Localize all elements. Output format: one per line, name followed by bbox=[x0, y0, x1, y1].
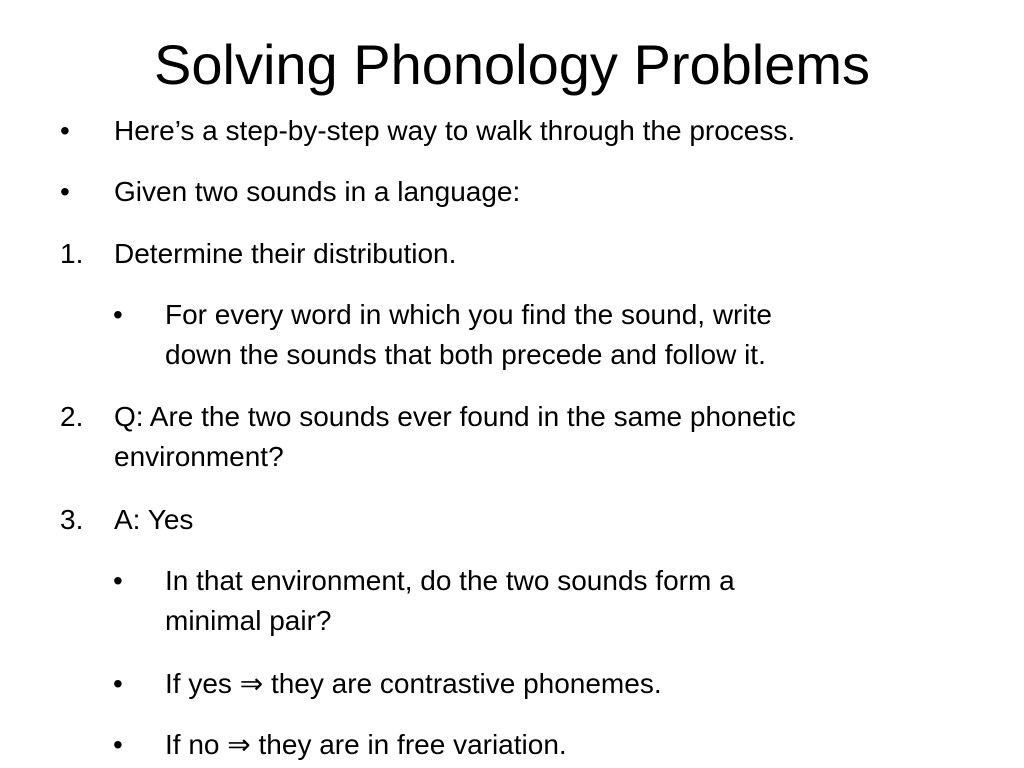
numbered-item-1 bbox=[0, 234, 1024, 274]
number-marker: 3. bbox=[60, 504, 84, 535]
sub-bullet-text bbox=[165, 664, 662, 704]
slide-title: Solving Phonology Problems bbox=[154, 33, 870, 96]
if-yes-text: If yes bbox=[165, 668, 240, 699]
number-marker: 2. bbox=[60, 401, 84, 432]
sub-bullet-text-line-2: minimal pair? bbox=[165, 605, 332, 636]
sub-bullet-marker: • bbox=[113, 565, 123, 596]
sub-bullet-marker: • bbox=[113, 299, 123, 330]
free-variation-text: they are in free variation. bbox=[250, 729, 567, 760]
numbered-text: A: Yes bbox=[114, 504, 194, 535]
numbered-text: Determine their distribution. bbox=[114, 238, 457, 269]
implies-arrow-icon: ⇒ bbox=[239, 668, 264, 699]
sub-bullet-item-if-no bbox=[0, 725, 1024, 765]
if-no-text: If no bbox=[165, 729, 228, 760]
sub-bullet-text-line-1: For every word in which you find the sound, write bbox=[165, 299, 772, 330]
numbered-text-line-1: Q: Are the two sounds ever found in the same phonetic bbox=[114, 401, 796, 432]
sub-bullet-item-minimal-pair bbox=[0, 561, 1024, 641]
sub-bullet-marker: • bbox=[113, 729, 123, 760]
bullet-marker: • bbox=[60, 115, 70, 146]
bullet-text: Given two sounds in a language: bbox=[114, 176, 521, 207]
sub-bullet-marker: • bbox=[113, 668, 123, 699]
numbered-text-line-2: environment? bbox=[114, 441, 284, 472]
numbered-item-2 bbox=[0, 397, 1024, 477]
sub-bullet-item-if-yes bbox=[0, 664, 1024, 704]
number-marker: 1. bbox=[60, 238, 84, 269]
bullet-item-given-two-sounds bbox=[0, 172, 1024, 212]
contrastive-phonemes-text: they are contrastive phonemes. bbox=[263, 668, 662, 699]
numbered-item-3 bbox=[0, 500, 1024, 540]
bullet-item-step-by-step bbox=[0, 111, 1024, 151]
sub-bullet-text bbox=[165, 725, 567, 765]
sub-bullet-text-line-2: down the sounds that both precede and follow it. bbox=[165, 339, 766, 370]
sub-bullet-text-line-1: In that environment, do the two sounds form a bbox=[165, 565, 735, 596]
implies-arrow-icon: ⇒ bbox=[227, 729, 251, 760]
bullet-marker: • bbox=[60, 176, 70, 207]
sub-bullet-item-every-word bbox=[0, 295, 1024, 375]
bullet-text: Here’s a step-by-step way to walk through the process. bbox=[114, 115, 796, 146]
